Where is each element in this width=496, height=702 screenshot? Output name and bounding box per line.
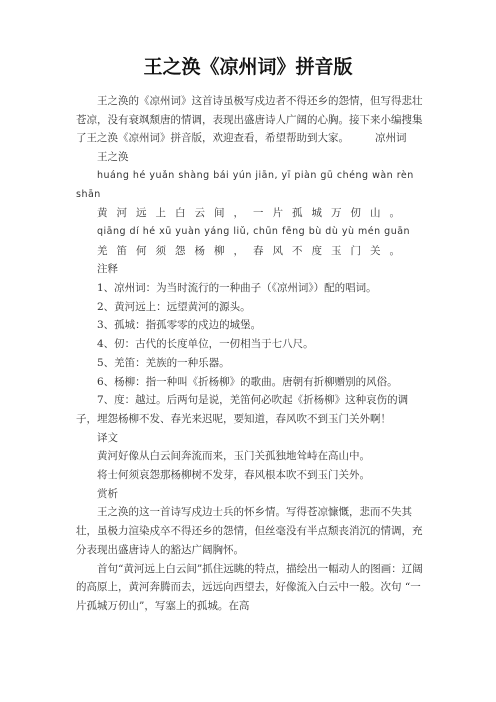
intro-link[interactable]: 凉州词: [375, 132, 407, 145]
appreciation-paragraph: 首句“黄河远上白云间”抓住远眺的特点，描绘出一幅动人的图画：辽阔的高原上，黄河奔腾而去，远远向西望去，好像流入白云中一般。次句 “一片孤城万仞山”，写塞上的孤城。在高: [76, 562, 423, 612]
pinyin-line-1: huáng hé yuǎn shàng bái yún jiān, yī piàn gū chéng wàn rèn shān: [76, 169, 414, 200]
page-title: 王之涣《凉州词》拼音版: [143, 56, 353, 78]
note-item: 6、杨柳：指一种叫《折杨柳》的歌曲。唐朝有折柳赠别的风俗。: [97, 375, 398, 388]
intro-text: 王之涣的《凉州词》这首诗虽极写戍边者不得还乡的怨情，但写得悲壮苍凉，没有衰飒颓唐的情调，表现出盛唐诗人广阔的心胸。接下来小编搜集了王之涣《凉州词》拼音版，欢迎查看，希望帮助到大家。: [76, 95, 423, 145]
translation-line: 将士何须哀怨那杨柳树不发芽，春风根本吹不到玉门关外。: [97, 469, 370, 482]
translation-line: 黄河好像从白云间奔流而来，玉门关孤独地耸峙在高山中。: [97, 450, 370, 463]
translation-heading: 译文: [97, 431, 118, 444]
note-item: 1、凉州词：为当时流行的一种曲子（《凉州词》）配的唱词。: [97, 282, 377, 295]
note-item: 5、羌笛：羌族的一种乐器。: [97, 356, 230, 369]
appreciation-paragraph: 王之涣的这一首诗写戍边士兵的怀乡情。写得苍凉慷慨，悲而不失其壮，虽极力渲染戍卒不得还乡的怨情，但丝毫没有半点颓丧消沉的情调，充分表现出盛唐诗人的豁达广阔胸怀。: [76, 506, 423, 556]
notes-heading: 注释: [97, 263, 118, 276]
article-body: [76, 92, 428, 616]
intro-paragraph: [76, 92, 428, 148]
note-item: 4、仞：古代的长度单位，一仞相当于七八尺。: [97, 338, 314, 351]
poem-line-1: 黄河远上白云间，一片孤城万仞山。: [97, 207, 409, 220]
note-item: 2、黄河远上：远望黄河的源头。: [97, 300, 251, 313]
poem-line-2: 羌笛何须怨杨柳，春风不度玉门关。: [97, 244, 409, 257]
note-item: 3、孤城：指孤零零的戍边的城堡。: [97, 319, 262, 332]
pinyin-line-2: qiāng dí hé xū yuàn yáng liǔ, chūn fēng bù dù yù mén guān: [97, 225, 411, 237]
appreciation-heading: 赏析: [97, 487, 118, 500]
note-item: 7、度：越过。后两句是说，羌笛何必吹起《折杨柳》这种哀伤的调子，埋怨杨柳不发、春光来迟呢，要知道，春风吹不到玉门关外啊！: [76, 394, 409, 425]
poem-author: 王之涣: [97, 151, 129, 164]
